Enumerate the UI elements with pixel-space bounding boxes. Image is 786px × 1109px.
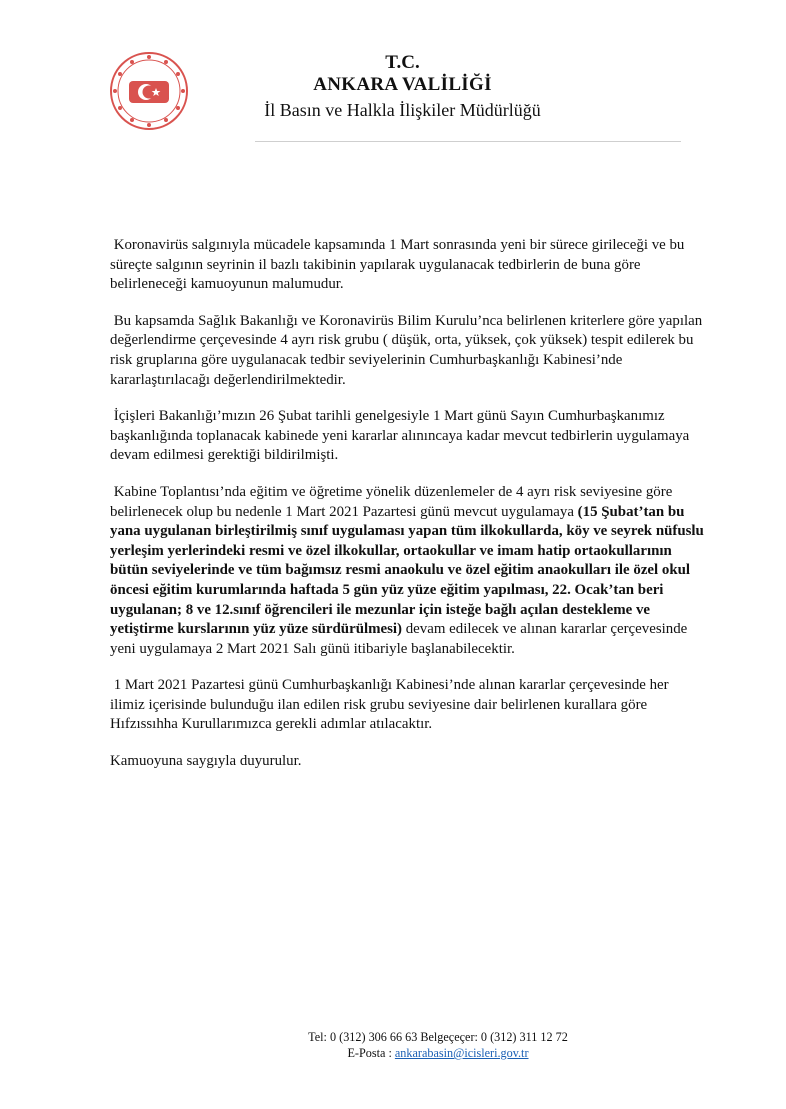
press-release-body	[110, 236, 706, 789]
paragraph-2: Bu kapsamda Sağlık Bakanlığı ve Koronavirüs Bilim Kurulu’nca belirlenen kriterlere göre yapılan değerlendirme çerçevesinde 4 ayrı risk grubu ( düşük, orta, yüksek, çok yüksek) tespit edilerek bu risk gruplarına göre uygulanacak tedbir seviyelerinin Cumhurbaşkanlığı Kabinesi’nde kararlaştırılacağı değerlendirilmektedir.	[110, 312, 706, 388]
header-directorate: İl Basın ve Halkla İlişkiler Müdürlüğü	[264, 100, 541, 120]
presidency-seal-icon	[109, 51, 189, 131]
email-link[interactable]: ankarabasin@icisleri.gov.tr	[394, 1046, 529, 1060]
paragraph-4: Kabine Toplantısı’nda eğitim ve öğretime yönelik düzenlemeler de 4 ayrı risk seviyesine göre belirlenecek olup bu nedenle 1 Mart 2021 Pazartesi günü mevcut uygulamaya (15 Şubat’tan bu yana uygulanan birleştirilmiş sınıf uygulaması yapan tüm ilkokullarda, köy ve seyrek nüfuslu yerleşim yerlerindeki resmi ve özel ilkokullar, ortaokullar ve imam hatip ortaokullarının bütün seviyelerinde ve tüm bağımsız resmi anaokulu ve özel eğitim anaokulları ile özel okul öncesi eğitim kurumlarında haftada 5 gün yüz yüze eğitim yapılması, 22. Ocak’tan beri uygulanan; 8 ve 12.sınıf öğrencileri ile mezunlar için isteğe bağlı açılan destekleme ve yetiştirme kurslarının yüz yüze sürdürülmesi) devam edilecek ve alınan kararlar çerçevesinde yeni uygulamaya 2 Mart 2021 Salı günü itibariyle başlanabilecektir.	[110, 483, 708, 657]
footer-phones: Tel: 0 (312) 306 66 63 Belgeçeçer: 0 (312) 311 12 72	[308, 1030, 568, 1044]
letterhead	[230, 52, 575, 122]
header-tc: T.C.	[385, 52, 420, 73]
paragraph-3: İçişleri Bakanlığı’mızın 26 Şubat tarihli genelgesiyle 1 Mart günü Sayın Cumhurbaşkanımız başkanlığında toplanacak kabinede yeni kararlar alınıncaya kadar mevcut tedbirlerin uygulamaya devam edilmesi gerektiği bildirilmişti.	[110, 408, 693, 464]
footer-email-line: E-Posta : ankarabasin@icisleri.gov.tr	[347, 1046, 529, 1060]
header-divider	[255, 141, 681, 142]
header-governorship: ANKARA VALİLİĞİ	[313, 74, 492, 95]
paragraph-1: Koronavirüs salgınıyla mücadele kapsamında 1 Mart sonrasında yeni bir sürece girileceği ve bu süreçte salgının seyrinin il bazlı takibinin yapılarak uygulanacak tedbirlerin de buna göre belirleneceği kamuoyunun malumudur.	[110, 237, 689, 293]
paragraph-5: 1 Mart 2021 Pazartesi günü Cumhurbaşkanlığı Kabinesi’nde alınan kararlar çerçevesinde her ilimiz içerisinde bulunduğu ilan edilen risk grubu seviyesine dair belirlenen kurallara göre Hıfzıssıhha Kurullarımızca gerekli adımlar atılacaktır.	[110, 677, 673, 733]
paragraph-closing: Kamuoyuna saygıyla duyurulur.	[110, 753, 302, 770]
footer-contact	[0, 1029, 786, 1061]
